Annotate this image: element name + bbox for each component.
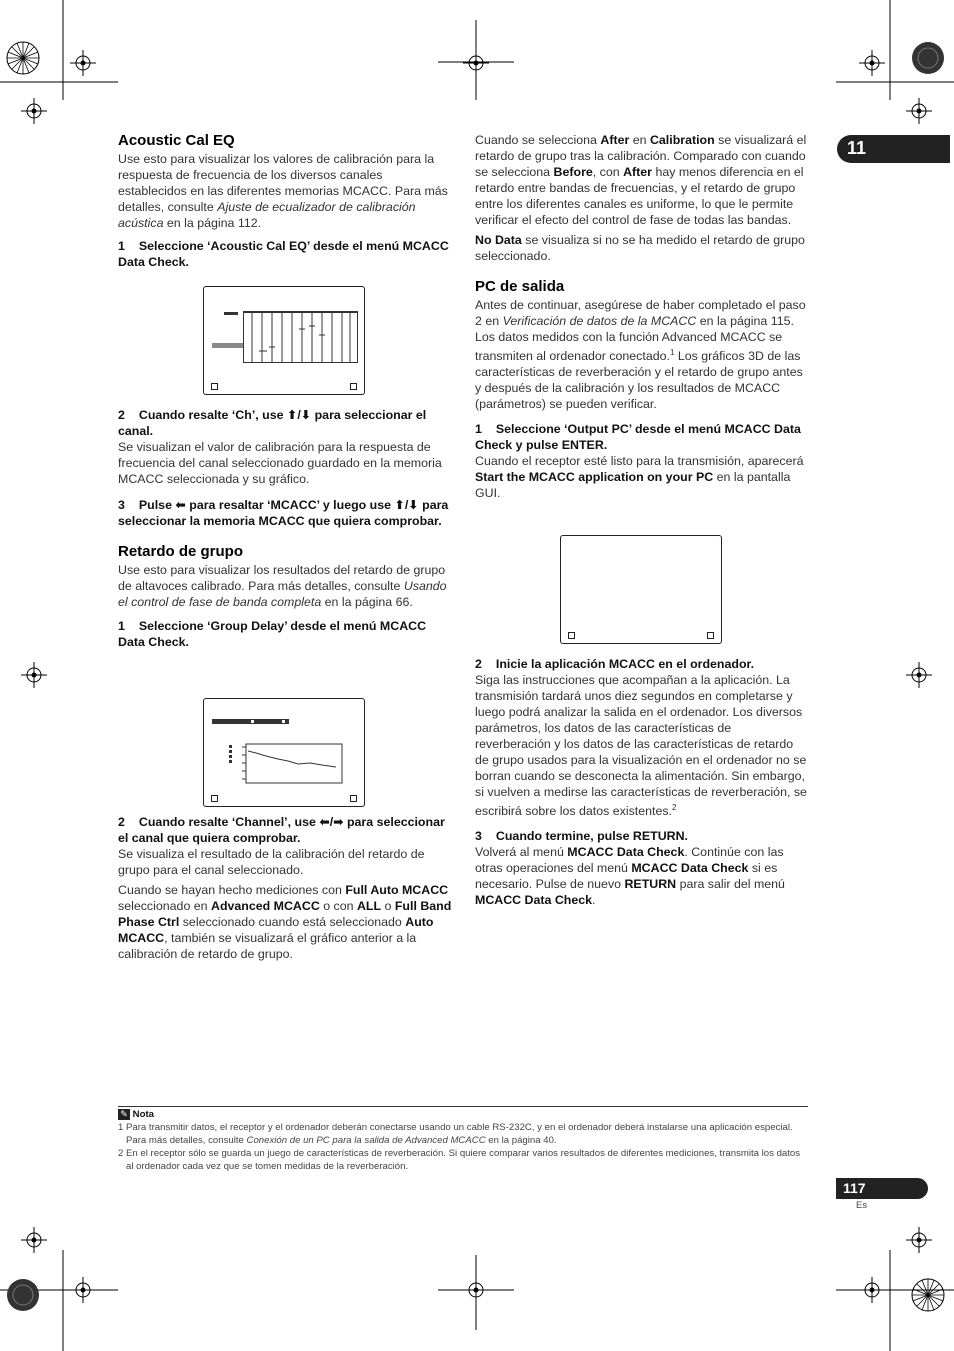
group-delay-paragraph-3: Cuando se selecciona After en Calibration se visualizará el retardo de grupo tras la calibración. Comparado con cuando se selecciona Before, con After hay menos diferencia en el retardo entre bandas de frecuencias, y el retardo de grupo entre los diferentes canales es uniforme, lo que le permite verificar el efecto del control de fase de todas las bandas. — [475, 133, 807, 227]
eq-selector-bar — [224, 312, 238, 315]
registration-mark-icon — [906, 98, 932, 124]
group-delay-graph — [226, 743, 346, 785]
pc-output-step-3: 3 Cuando termine, pulse RETURN. — [475, 829, 688, 844]
chapter-tab — [837, 135, 950, 163]
registration-mark-icon — [463, 1277, 489, 1303]
note-pencil-icon: ✎ — [118, 1109, 130, 1120]
note-2: 2 En el receptor sólo se guarda un juego de características de reverberación. Si quiere comparar varios resultados de diferentes mediciones, transmita los datos al ordenador cada vez que se tomen medidas de la reverberación. — [118, 1148, 801, 1172]
pc-output-step-1-body: Cuando el receptor esté listo para la transmisión, aparecerá Start the MCACC application on your PC en la pantalla GUI. — [475, 454, 804, 501]
notes-divider — [118, 1106, 808, 1107]
group-delay-screen — [203, 698, 365, 807]
channel-arrow-left — [251, 720, 254, 723]
registration-mark-icon — [859, 50, 885, 76]
registration-mark-icon — [21, 98, 47, 124]
note-1: 1 Para transmitir datos, el receptor y el ordenador deberán conectarse usando un cable RS-232C, y en el ordenador deberá instalarse una aplicación especial. Para más detalles, consulte Conexión de un PC para la salida de Advanced MCACC en la página 40. — [118, 1122, 793, 1146]
screen-button-icon — [568, 632, 575, 639]
right-column-bottom — [475, 656, 810, 908]
acoustic-cal-eq-screen — [203, 286, 365, 395]
group-delay-step-2: 2 Cuando resalte ‘Channel’, use ⬅/➡ para seleccionar el canal que quiera comprobar. — [118, 815, 445, 845]
group-delay-intro: Use esto para visualizar los resultados del retardo de grupo de altavoces calibrado. Para más detalles, consulte Usando el control de fase de banda completa en la página 66. — [118, 563, 447, 609]
print-starburst-icon — [910, 40, 946, 76]
acoustic-step-1: 1 Seleccione ‘Acoustic Cal EQ’ desde el menú MCACC Data Check. — [118, 239, 449, 269]
pc-output-step-3-body: Volverá al menú MCACC Data Check. Continúe con las otras operaciones del menú MCACC Data Check si es necesario. Pulse de nuevo RETURN para salir del menú MCACC Data Check. — [475, 845, 785, 908]
screen-button-icon — [211, 383, 218, 390]
registration-mark-icon — [21, 662, 47, 688]
pc-output-step-1: 1 Seleccione ‘Output PC’ desde el menú MCACC Data Check y pulse ENTER. — [475, 422, 801, 453]
registration-mark-icon — [906, 662, 932, 688]
group-delay-heading: Retardo de grupo — [118, 543, 244, 560]
acoustic-cal-eq-heading: Acoustic Cal EQ — [118, 132, 235, 149]
output-pc-screen — [560, 535, 722, 644]
eq-band-lines — [243, 311, 358, 362]
registration-mark-icon — [70, 1277, 96, 1303]
acoustic-step-2-body: Se visualizan el valor de calibración para la respuesta de frecuencia del canal seleccionado guardado en la memoria MCACC seleccionada y su gráfico. — [118, 440, 442, 486]
notes-title-row — [118, 1108, 808, 1121]
group-delay-paragraph-2: Cuando se hayan hecho mediciones con Full Auto MCACC seleccionado en Advanced MCACC o con ALL o Full Band Phase Ctrl seleccionado cuando está seleccionado Auto MCACC, también se visualizará el gráfico anterior a la calibración de retardo de grupo. — [118, 883, 452, 961]
registration-mark-icon — [21, 1227, 47, 1253]
screen-button-icon — [707, 632, 714, 639]
pc-output-intro: Antes de continuar, asegúrese de haber completado el paso 2 en Verificación de datos de la MCACC en la página 115. Los datos medidos con la función Advanced MCACC se transmiten al ordenador conectado.$^1$ Los gráficos 3D de las características de reverberación y el retardo de grupo antes y después de la calibración y los resultados de MCACC (parámetros) se pueden verificar. — [475, 298, 806, 412]
screen-button-icon — [211, 795, 218, 802]
print-starburst-icon — [910, 1277, 946, 1313]
left-column — [118, 132, 453, 270]
page-number-tab — [836, 1178, 928, 1199]
registration-mark-icon — [906, 1227, 932, 1253]
registration-mark-icon — [70, 50, 96, 76]
print-starburst-icon — [5, 1277, 41, 1313]
left-column-continued — [118, 407, 453, 650]
channel-arrow-right — [282, 720, 285, 723]
group-delay-step-2-body: Se visualiza el resultado de la calibración del retardo de grupo para el canal seleccionado. — [118, 847, 425, 877]
registration-mark-icon — [859, 1277, 885, 1303]
chapter-number: 11 — [847, 138, 867, 158]
group-delay-no-data: No Data se visualiza si no se ha medido el retardo de grupo seleccionado. — [475, 233, 805, 263]
print-starburst-icon — [5, 40, 41, 76]
left-column-bottom — [118, 814, 453, 962]
notes-section — [118, 1108, 808, 1173]
eq-highlight-bar — [212, 343, 243, 348]
screen-button-icon — [350, 795, 357, 802]
group-delay-step-1: 1 Seleccione ‘Group Delay’ desde el menú MCACC Data Check. — [118, 619, 427, 649]
pc-output-step-2-body: Siga las instrucciones que acompañan a la aplicación. La transmisión tardará unos diez segundos en completarse y luego podrá analizar la salida en el ordenador. Los diversos parámetros, los datos de las características de reverberación y los datos de las características de retardo de grupo usados para la visualización en el ordenador no se borran cuando se desconecta la alimentación. Sin embargo, si vuelven a medirse las características de reverberación, se escribirá sobre los datos existentes.$^2$ — [475, 673, 807, 819]
pc-output-step-2: 2 Inicie la aplicación MCACC en el ordenador. — [475, 657, 755, 671]
language-code: Es — [856, 1200, 868, 1211]
acoustic-intro: Use esto para visualizar los valores de calibración para la respuesta de frecuencia de los diversos canales establecidos en las diferentes memorias MCACC. Para más detalles, consulte Ajuste de ecualizador de calibración acústica en la página 112. — [118, 152, 448, 230]
screen-button-icon — [350, 383, 357, 390]
acoustic-step-2: 2 Cuando resalte ‘Ch’, use ⬆/⬇ para seleccionar el canal. — [118, 408, 427, 438]
page-number: 117 — [843, 1180, 866, 1196]
registration-mark-icon — [463, 50, 489, 76]
pc-output-heading: PC de salida — [475, 278, 565, 295]
acoustic-step-3: 3 Pulse ⬅ para resaltar ‘MCACC’ y luego use ⬆/⬇ para seleccionar la memoria MCACC que quiera comprobar. — [118, 498, 449, 528]
notes-title: Nota — [132, 1109, 154, 1120]
right-column — [475, 132, 810, 501]
